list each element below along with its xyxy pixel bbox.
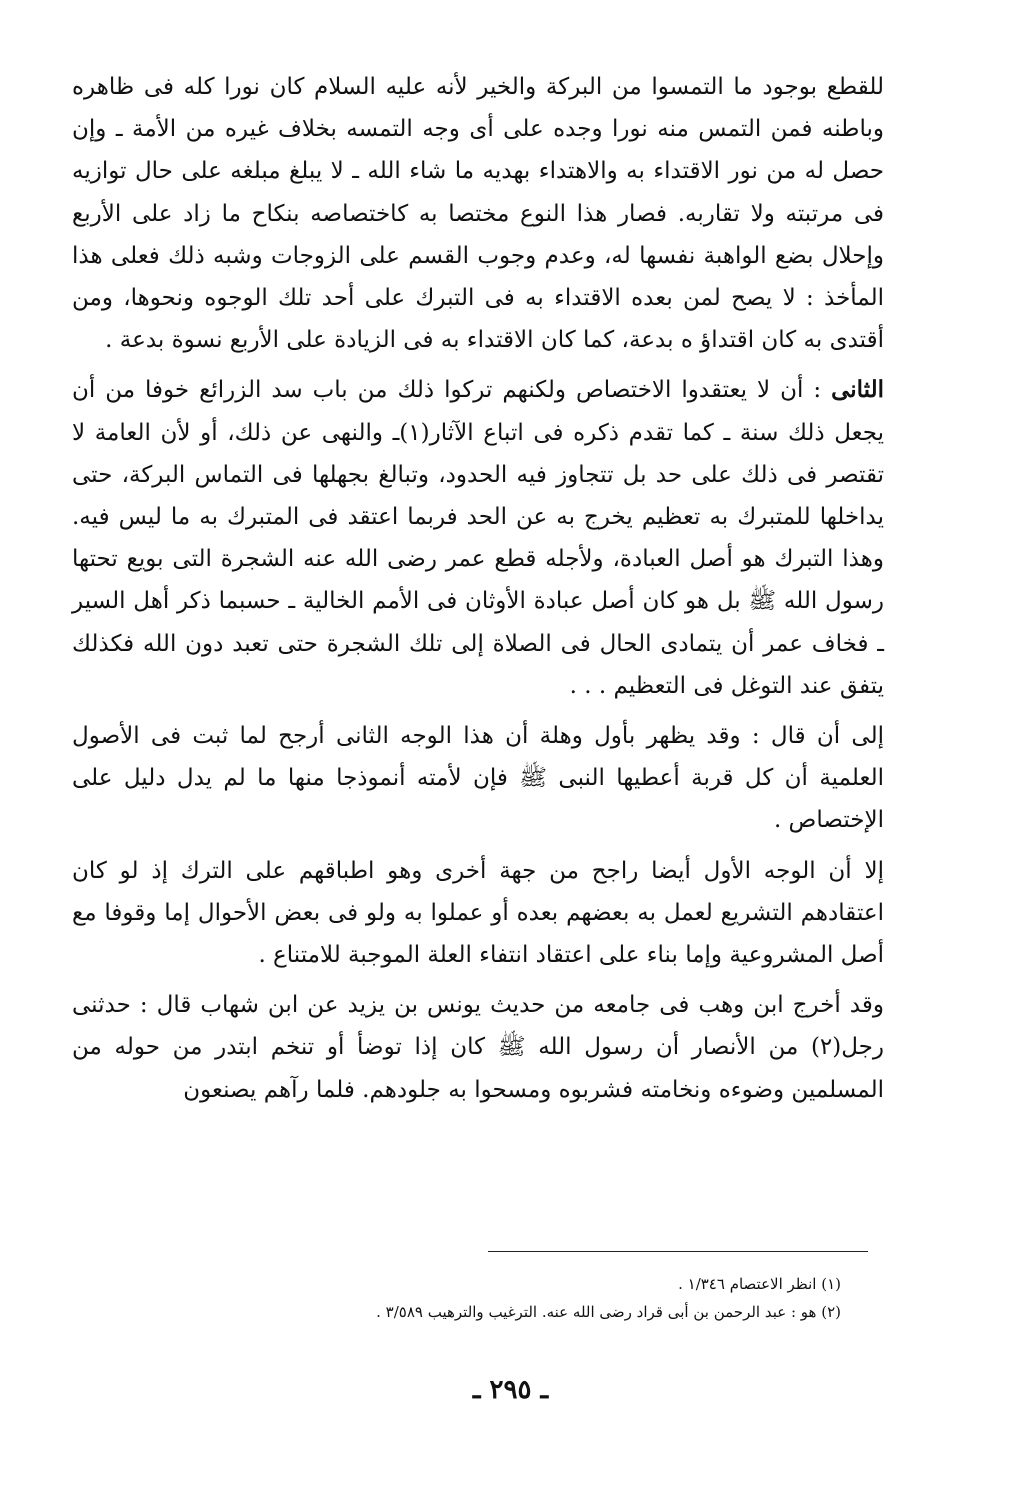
paragraph-2-lead: الثانى: [831, 376, 884, 404]
footnote-1: (١) انظر الاعتصام ١/٣٤٦ .: [678, 1275, 841, 1293]
paragraph-4: إلا أن الوجه الأول أيضا راجح من جهة أخرى وهو اطباقهم على الترك إذ لو كان اعتقادهم التشريع لعمل به بعضهم بعده أو عملوا به ولو فى بعض الأحوال إما وقوفا مع أصل المشروعية وإما بناء على اعتقاد انتفاء العلة الموجبة للامتناع .: [72, 857, 884, 969]
footnote-divider: [488, 1251, 868, 1252]
paragraph-3: إلى أن قال : وقد يظهر بأول وهلة أن هذا الوجه الثانى أرجح لما ثبت فى الأصول العلمية أن كل قربة أعطيها النبى ﷺ فإن لأمته أنموذجا منها ما لم يدل دليل على الإختصاص .: [72, 723, 884, 834]
footnotes: [120, 1270, 841, 1326]
paragraph-2: [72, 369, 884, 707]
page-number: ـ ٢٩٥ ـ: [472, 1375, 549, 1405]
footnote-2: (٢) هو : عبد الرحمن بن أبى قراد رضى الله عنه. الترغيب والترهيب ٣/٥٨٩ .: [376, 1303, 841, 1321]
paragraph-2-text: : أن لا يعتقدوا الاختصاص ولكنهم تركوا ذلك من باب سد الزرائع خوفا من أن يجعل ذلك سنة ـ كما تقدم ذكره فى اتباع الآثار(١)ـ والنهى عن ذلك، أو لأن العامة لا تقتصر فى ذلك على حد بل تتجاوز فيه الحدود، وتبالغ بجهلها فى التماس البركة، حتى يداخلها للمتبرك به تعظيم يخرج به عن الحد فربما اعتقد فى المتبرك به ما ليس فيه. وهذا التبرك هو أصل العبادة، ولأجله قطع عمر رضى الله عنه الشجرة التى بويع تحتها رسول الله ﷺ بل هو كان أصل عبادة الأوثان فى الأمم الخالية ـ حسبما ذكر أهل السير ـ فخاف عمر أن يتمادى الحال فى الصلاة إلى تلك الشجرة حتى تعبد دون الله فكذلك يتفق عند التوغل فى التعظيم . . .: [72, 377, 885, 699]
page-body: [72, 66, 884, 1111]
paragraph-1: للقطع بوجود ما التمسوا من البركة والخير لأنه عليه السلام كان نورا كله فى ظاهره وباطنه فمن التمس منه نورا وجده على أى وجه التمسه بخلاف غيره من الأمة ـ وإن حصل له من نور الاقتداء به والاهتداء بهديه ما شاء الله ـ لا يبلغ مبلغه على حال توازيه فى مرتبته ولا تقاربه. فصار هذا النوع مختصا به كاختصاصه بنكاح ما زاد على الأربع وإحلال بضع الواهبة نفسها له، وعدم وجوب القسم على الزوجات وشبه ذلك فعلى هذا المأخذ : لا يصح لمن بعده الاقتداء به فى التبرك على أحد تلك الوجوه ونحوها، ومن أقتدى به كان اقتداؤ ه بدعة، كما كان الاقتداء به فى الزيادة على الأربع نسوة بدعة .: [72, 74, 884, 354]
paragraph-5: وقد أخرج ابن وهب فى جامعه من حديث يونس بن يزيد عن ابن شهاب قال : حدثنى رجل(٢) من الأنصار أن رسول الله ﷺ كان إذا توضأ أو تنخم ابتدر من حوله من المسلمين وضوءه ونخامته فشربوه ومسحوا به جلودهم. فلما رآهم يصنعون: [72, 992, 884, 1103]
